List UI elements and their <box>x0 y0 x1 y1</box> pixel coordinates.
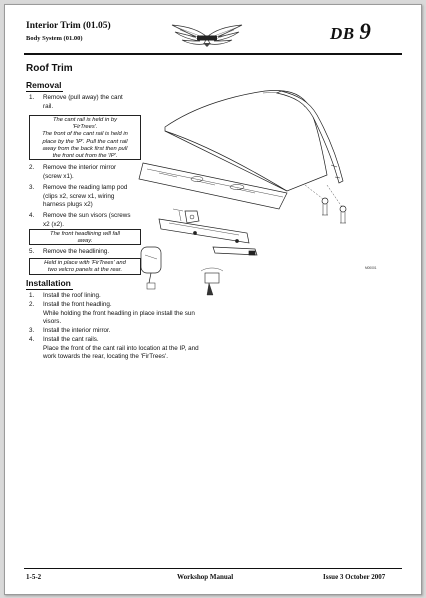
removal-note-cant-rail: The cant rail is held in by 'FirTrees'. The front of the cant rail is held in place by the 'IP'. Pull the cant rail away from the back first then pull the front out from the 'IP'. <box>29 115 141 160</box>
removal-heading-text: Removal <box>26 80 62 90</box>
step-number: 3. <box>29 327 35 334</box>
step-number: 4. <box>29 212 35 219</box>
section-title: Interior Trim (01.05) <box>26 21 111 31</box>
step-text: Remove the interior mirror (screw x1). <box>43 164 117 180</box>
step-number: 1. <box>29 292 35 299</box>
footer-rule <box>24 568 402 569</box>
footer-page-number: 1-5-2 <box>26 573 42 581</box>
removal-note-firtrees: Held in place with 'FirTrees' and two velcro panels at the rear. <box>29 258 141 275</box>
installation-heading <box>26 278 71 288</box>
step-text: Remove the sun visors (screws x2 (x2). <box>43 212 131 228</box>
step-number: 3. <box>29 184 35 191</box>
step-number: 2. <box>29 301 35 308</box>
footer-issue: Issue 3 October 2007 <box>323 573 386 581</box>
removal-note-headlining: The front headlining will fall away. <box>29 229 141 245</box>
illustration-ref-code: M00001 <box>365 266 377 270</box>
roof-trim-exploded-diagram-icon <box>137 83 389 308</box>
model-badge <box>330 19 371 45</box>
step-text: Install the cant rails. Place the front of the cant rail into location at the IP, and work towards the rear, locating the 'FirTrees'. <box>43 336 199 361</box>
page-title: Roof Trim <box>26 63 73 74</box>
aston-martin-wings-logo-icon <box>170 17 244 51</box>
model-number: 9 <box>359 19 372 44</box>
step-number: 1. <box>29 94 35 101</box>
footer-manual-title: Workshop Manual <box>177 573 234 581</box>
installation-heading-text: Installation <box>26 278 71 288</box>
step-text: Remove (pull away) the cant rail. <box>43 94 123 110</box>
step-text: Install the front headling. While holding the front headling in place install the sun visors. <box>43 301 195 326</box>
step-text: Install the roof lining. <box>43 292 101 299</box>
subsection-title: Body System (01.00) <box>26 35 83 42</box>
step-number: 5. <box>29 248 35 255</box>
step-text: Remove the headlining. <box>43 248 110 255</box>
model-name: DB <box>330 24 355 43</box>
step-text: Remove the reading lamp pod (clips x2, screw x1, wiring harness plugs x2) <box>43 184 128 209</box>
step-number: 2. <box>29 164 35 171</box>
header-rule <box>24 53 402 55</box>
removal-heading <box>26 80 61 90</box>
step-text: Install the interior mirror. <box>43 327 111 334</box>
manual-page <box>4 4 422 595</box>
step-number: 4. <box>29 336 35 343</box>
